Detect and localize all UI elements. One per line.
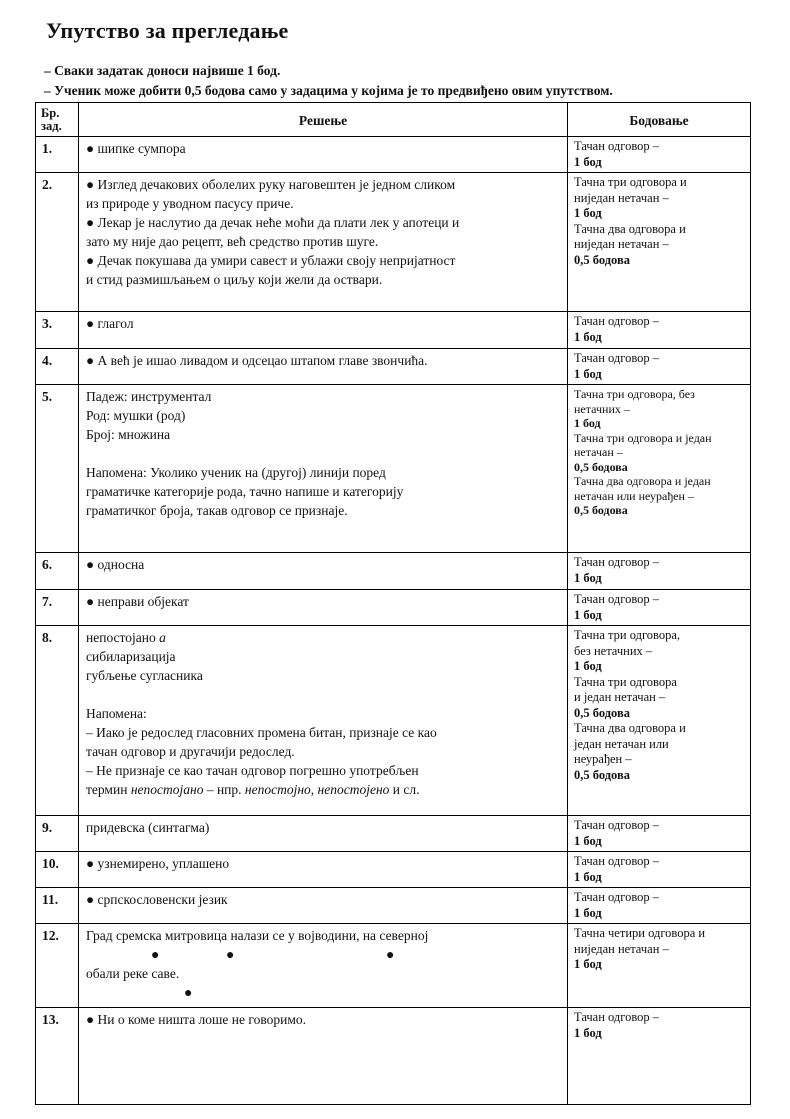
scoring-cell <box>568 888 751 924</box>
task-number: 13. <box>36 1008 79 1105</box>
header-scoring: Бодовање <box>568 103 751 137</box>
task-number: 2. <box>36 173 79 312</box>
scoring-line: Тачна четири одговора и <box>574 926 706 940</box>
scoring-points: 1 бод <box>574 206 602 220</box>
solution-cell <box>79 924 568 1008</box>
solution-letter: а <box>159 630 166 645</box>
scoring-points: 0,5 бодова <box>574 767 630 782</box>
solution-cell <box>79 626 568 816</box>
note-text: и сл. <box>389 782 420 797</box>
scoring-cell <box>568 137 751 173</box>
scoring-cell <box>568 626 751 816</box>
solution-note: Напомена: Уколико ученик на (другој) линији поред <box>86 465 386 480</box>
scoring-line: један нетачан или <box>574 736 669 751</box>
scoring-cell <box>568 590 751 626</box>
note-italic-term: непостојано <box>130 782 204 797</box>
mark-dot: ● <box>151 948 160 963</box>
table-header-row <box>36 103 751 137</box>
mark-dot: ● <box>184 986 193 1001</box>
scoring-line: Тачна два одговора и <box>574 221 686 236</box>
table-row <box>36 173 751 312</box>
solution-line: Род: мушки (род) <box>86 408 186 423</box>
solution-line: из природе у уводном пасусу приче. <box>86 196 294 211</box>
solution-line: ● глагол <box>86 316 134 331</box>
task-number: 11. <box>36 888 79 924</box>
scoring-line: Тачан одговор – <box>574 555 660 569</box>
solution-cell <box>79 349 568 385</box>
table-row <box>36 312 751 349</box>
solution-cell <box>79 553 568 590</box>
scoring-points: 1 бод <box>574 957 602 971</box>
scoring-points: 1 бод <box>574 905 602 920</box>
table-row <box>36 385 751 553</box>
scoring-line: без нетачних – <box>574 643 653 658</box>
header-num-line1: Бр. <box>41 105 60 120</box>
scoring-line: Тачан одговор – <box>574 890 660 904</box>
scoring-line: Тачна три одговора <box>574 674 677 689</box>
solution-line: обали реке саве. <box>86 966 180 981</box>
scoring-line: Тачна три одговора, <box>574 628 681 642</box>
scoring-points: 0,5 бодова <box>574 503 628 517</box>
solution-line: губљење сугласника <box>86 668 203 683</box>
task-number: 3. <box>36 312 79 349</box>
scoring-cell <box>568 924 751 1008</box>
table-row <box>36 590 751 626</box>
solution-note: – Иако је редослед гласовних промена битан, признаје се као <box>86 725 437 740</box>
table-row <box>36 1008 751 1105</box>
table-row <box>36 553 751 590</box>
scoring-points: 1 бод <box>574 659 602 673</box>
solution-cell <box>79 173 568 312</box>
solution-line: зато му није дао рецепт, већ средство против шуге. <box>86 234 379 249</box>
task-number: 8. <box>36 626 79 816</box>
solution-note: граматичког броја, такав одговор се признаје. <box>86 503 348 518</box>
scoring-points: 0,5 бодова <box>574 459 628 474</box>
solution-line: сибиларизација <box>86 649 176 664</box>
scoring-cell <box>568 385 751 553</box>
scoring-line: Тачна три одговора и <box>574 175 687 189</box>
task-number: 9. <box>36 816 79 852</box>
scoring-points: 0,5 бодова <box>574 705 630 720</box>
scoring-points: 0,5 бодова <box>574 252 630 267</box>
scoring-line: ниједан нетачан – <box>574 190 669 205</box>
table-row <box>36 924 751 1008</box>
scoring-line: нетачних – <box>574 401 630 416</box>
solution-cell <box>79 1008 568 1105</box>
table-row <box>36 626 751 816</box>
scoring-cell <box>568 1008 751 1105</box>
scoring-points: 1 бод <box>574 154 602 169</box>
scoring-line: Тачан одговор – <box>574 592 660 606</box>
solution-term: непостојано <box>86 630 156 645</box>
solution-line: Падеж: инструментал <box>86 389 212 404</box>
solution-line: придевска (синтагма) <box>86 820 210 835</box>
header-num-line2: зад. <box>41 118 62 133</box>
scoring-points: 1 бод <box>574 416 601 430</box>
capital-letter-marks <box>86 983 560 1002</box>
scoring-points: 1 бод <box>574 833 602 848</box>
page-title: Упутство за прегледање <box>46 18 289 43</box>
task-number: 6. <box>36 553 79 590</box>
scoring-line: нетачан – <box>574 445 623 459</box>
solution-line: ● узнемирено, уплашено <box>86 856 230 871</box>
solution-cell <box>79 816 568 852</box>
table-row <box>36 816 751 852</box>
solution-line: ● српскословенски језик <box>86 892 228 907</box>
scoring-line: ниједан нетачан – <box>574 941 669 956</box>
solution-line: ● Ни о коме ништа лоше не говоримо. <box>86 1012 307 1027</box>
scoring-points: 1 бод <box>574 329 602 344</box>
solution-note <box>86 780 560 799</box>
note-text: термин <box>86 782 128 797</box>
scoring-cell <box>568 312 751 349</box>
table-row <box>36 349 751 385</box>
scoring-points: 1 бод <box>574 570 602 585</box>
solution-cell <box>79 137 568 173</box>
scoring-line: нетачан или неурађен – <box>574 488 694 503</box>
task-number: 4. <box>36 349 79 385</box>
header-task-number <box>36 103 79 137</box>
scoring-points: 1 бод <box>574 1025 602 1040</box>
solution-line: ● односна <box>86 557 145 572</box>
solution-line: ● Лекар је наслутио да дечак неће моћи да плати лек у апотеци и <box>86 215 460 230</box>
scoring-cell <box>568 553 751 590</box>
solution-line: ● Изглед дечакових оболелих руку наговештен је једном сликом <box>86 177 456 192</box>
rule-half-points: – Ученик може добити 0,5 бодова само у задацима у којима је то предвиђено овим упутством. <box>44 83 613 98</box>
solution-note: граматичке категорије рода, тачно напише и категорију <box>86 484 404 499</box>
solution-line <box>86 628 560 647</box>
scoring-line: Тачан одговор – <box>574 1010 660 1024</box>
table-row <box>36 852 751 888</box>
scoring-line: и један нетачан – <box>574 690 666 704</box>
scoring-line: Тачан одговор – <box>574 139 660 153</box>
scoring-cell <box>568 173 751 312</box>
solution-line: Број: множина <box>86 427 171 442</box>
note-text: , <box>310 782 315 797</box>
solution-note: тачан одговор и другачији редослед. <box>86 744 295 759</box>
scoring-cell <box>568 816 751 852</box>
scoring-line: Тачан одговор – <box>574 314 660 328</box>
solution-line: и стид размишљањем о циљу који жели да оствари. <box>86 272 383 287</box>
task-number: 1. <box>36 137 79 173</box>
scoring-line: Тачна два одговора и <box>574 721 686 735</box>
solution-line: ● А већ је ишао ливадом и одсецао штапом главе звончића. <box>86 353 428 368</box>
scoring-line: неурађен – <box>574 752 632 766</box>
scoring-cell <box>568 852 751 888</box>
solution-cell <box>79 852 568 888</box>
scoring-line: Тачна три одговора, без <box>574 387 695 401</box>
mark-dot: ● <box>226 948 235 963</box>
table-row <box>36 888 751 924</box>
solution-line: ● неправи објекат <box>86 594 189 609</box>
task-number: 7. <box>36 590 79 626</box>
scoring-cell <box>568 349 751 385</box>
table-row <box>36 137 751 173</box>
scoring-line: ниједан нетачан – <box>574 237 669 251</box>
solution-cell <box>79 385 568 553</box>
task-number: 5. <box>36 385 79 553</box>
rule-max-points: – Сваки задатак доноси највише 1 бод. <box>44 63 281 78</box>
scoring-line: Тачан одговор – <box>574 351 660 365</box>
task-number: 12. <box>36 924 79 1008</box>
solution-cell <box>79 590 568 626</box>
header-solution: Решење <box>79 103 568 137</box>
scoring-points: 1 бод <box>574 869 602 884</box>
solution-cell <box>79 888 568 924</box>
capital-letter-marks <box>86 945 560 964</box>
task-number: 10. <box>36 852 79 888</box>
note-italic-term: непостојно <box>244 782 311 797</box>
note-italic-term: непостојено <box>317 782 390 797</box>
scoring-line: Тачна два одговора и један <box>574 474 711 488</box>
answer-key-table <box>35 102 751 1105</box>
solution-note: – Не признаје се као тачан одговор погрешно употребљен <box>86 763 419 778</box>
scoring-line: Тачан одговор – <box>574 854 660 868</box>
solution-line: Град сремска митровица налази се у војводини, на северној <box>86 928 429 943</box>
scoring-line: Тачна три одговора и један <box>574 430 712 445</box>
mark-dot: ● <box>386 948 395 963</box>
scoring-points: 1 бод <box>574 366 602 381</box>
solution-cell <box>79 312 568 349</box>
note-text: – нпр. <box>203 782 242 797</box>
scoring-line: Тачан одговор – <box>574 818 660 832</box>
solution-note-heading: Напомена: <box>86 706 147 721</box>
scoring-points: 1 бод <box>574 607 602 622</box>
solution-line: ● шипке сумпора <box>86 141 186 156</box>
solution-line: ● Дечак покушава да умири савест и ублажи своју непријатност <box>86 253 456 268</box>
